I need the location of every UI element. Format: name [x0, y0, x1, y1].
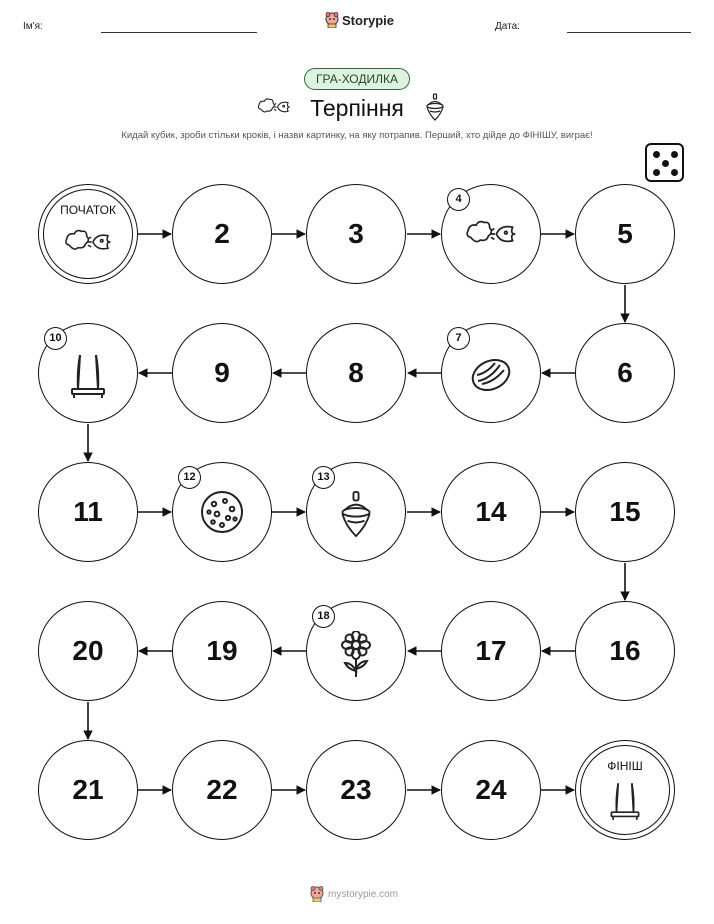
cell-11[interactable] — [38, 462, 138, 562]
cell-number: 19 — [206, 635, 238, 666]
cell-number: 14 — [475, 496, 507, 527]
cell-number: 21 — [72, 774, 104, 805]
page-title: Терпіння — [310, 95, 404, 121]
cell-21[interactable] — [38, 740, 138, 840]
flower-icon — [338, 631, 374, 679]
cell-number: 15 — [609, 496, 641, 527]
cell-22[interactable] — [172, 740, 272, 840]
cell-number: 8 — [348, 357, 364, 388]
cell-number: 20 — [72, 635, 104, 666]
cell-number-badge: 18 — [312, 605, 335, 628]
cell-15[interactable] — [575, 462, 675, 562]
cell-4[interactable] — [441, 184, 541, 284]
cell-17[interactable] — [441, 601, 541, 701]
cell-number: 23 — [340, 774, 372, 805]
cell-number-badge: 12 — [178, 466, 201, 489]
start-label: ПОЧАТОК — [60, 203, 116, 217]
game-type-badge: ГРА-ХОДИЛКА — [304, 68, 410, 90]
cell-20[interactable] — [38, 601, 138, 701]
footer-url[interactable]: mystorypie.com — [328, 888, 399, 900]
cell-24[interactable] — [441, 740, 541, 840]
cell-number: 16 — [609, 635, 641, 666]
mascot-icon — [310, 886, 324, 902]
swing-icon — [608, 781, 642, 823]
cookie-icon — [199, 489, 245, 535]
cell-10[interactable] — [38, 323, 138, 423]
cell-start[interactable] — [38, 184, 138, 284]
cell-number: 24 — [475, 774, 507, 805]
cell-6[interactable] — [575, 323, 675, 423]
spinning-top-icon — [339, 490, 373, 538]
name-label: Ім'я: — [23, 21, 43, 32]
date-label: Дата: — [495, 21, 520, 32]
cell-number-badge: 4 — [447, 188, 470, 211]
cell-number: 9 — [214, 357, 230, 388]
wind-face-icon — [63, 226, 113, 258]
cell-2[interactable] — [172, 184, 272, 284]
cell-number: 3 — [348, 218, 364, 249]
cell-3[interactable] — [306, 184, 406, 284]
swing-icon — [68, 353, 108, 401]
cell-number: 17 — [475, 635, 507, 666]
cell-finish[interactable] — [575, 740, 675, 840]
cell-number: 22 — [206, 774, 238, 805]
cell-number: 2 — [214, 218, 230, 249]
footer — [310, 886, 398, 902]
cell-number-badge: 10 — [44, 327, 67, 350]
cell-9[interactable] — [172, 323, 272, 423]
cell-18[interactable] — [306, 601, 406, 701]
cell-number-badge: 13 — [312, 466, 335, 489]
cell-number: 5 — [617, 218, 633, 249]
finish-label: ФІНІШ — [607, 759, 643, 773]
cell-13[interactable] — [306, 462, 406, 562]
cell-14[interactable] — [441, 462, 541, 562]
cell-5[interactable] — [575, 184, 675, 284]
cell-12[interactable] — [172, 462, 272, 562]
instructions: Кидай кубик, зроби стільки кроків, і назви картинку, на яку потрапив. Перший, хто дійде до ФІНІШУ, виграє! — [121, 130, 593, 141]
cell-16[interactable] — [575, 601, 675, 701]
brand-name: Storypie — [342, 12, 395, 28]
cell-23[interactable] — [306, 740, 406, 840]
cell-number-badge: 7 — [447, 327, 470, 350]
cell-number: 6 — [617, 357, 633, 388]
wind-face-icon — [464, 217, 518, 251]
cell-7[interactable] — [441, 323, 541, 423]
cell-19[interactable] — [172, 601, 272, 701]
seed-icon — [469, 355, 513, 395]
cell-number: 11 — [73, 496, 103, 527]
cell-8[interactable] — [306, 323, 406, 423]
